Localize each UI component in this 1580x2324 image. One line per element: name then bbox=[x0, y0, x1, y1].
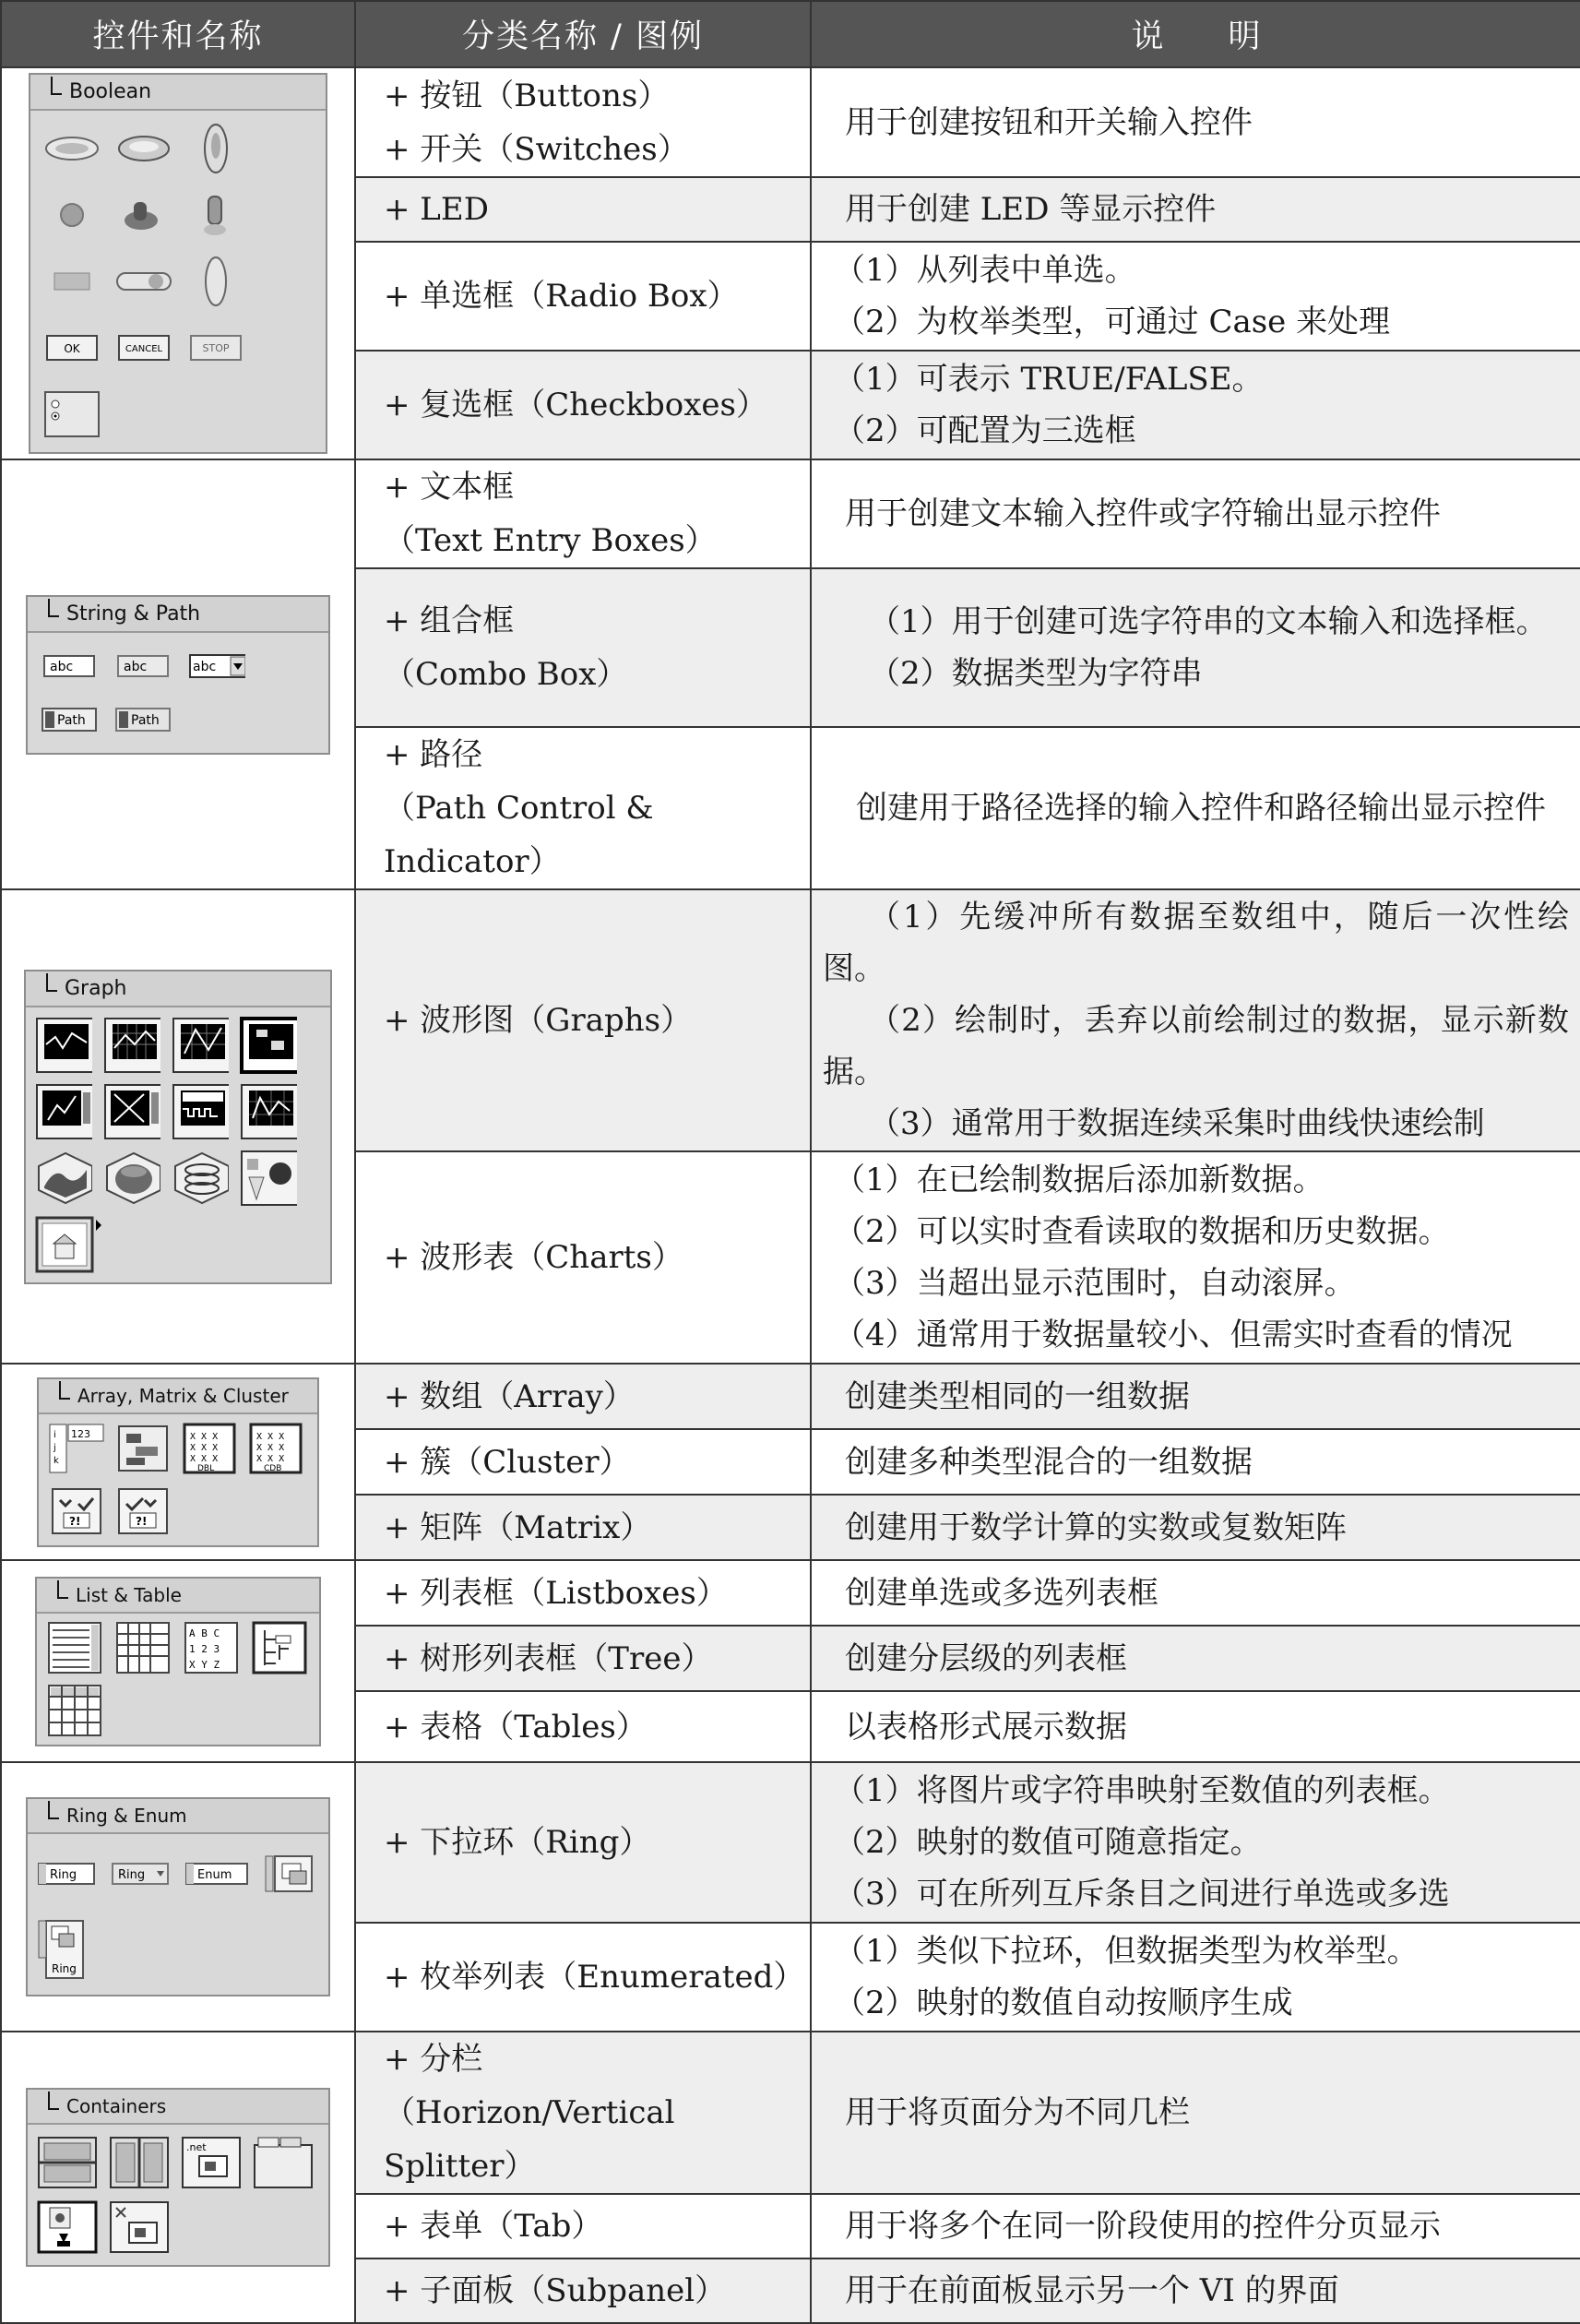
listbox-icon bbox=[46, 1621, 103, 1674]
svg-text:Ring: Ring bbox=[50, 1868, 77, 1882]
category-cell: + 组合框 （Combo Box） bbox=[355, 568, 811, 727]
oval-led-icon bbox=[115, 122, 172, 175]
category-cell: + 簇（Cluster） bbox=[355, 1429, 811, 1495]
palette-cell-ring-enum bbox=[1, 1762, 355, 2032]
category-cell: + 子面板（Subpanel） bbox=[355, 2258, 811, 2323]
vertical-toggle-icon bbox=[187, 122, 244, 175]
digital-graph-icon bbox=[103, 1085, 160, 1138]
description-cell: 创建用于路径选择的输入控件和路径输出显示控件 bbox=[811, 727, 1580, 889]
category-cell: + 文本框 （Text Entry Boxes） bbox=[355, 459, 811, 568]
palette-title: List & Table bbox=[37, 1579, 319, 1614]
description-cell: （1）可表示 TRUE/FALSE。 （2）可配置为三选框 bbox=[811, 351, 1580, 459]
category-cell: + LED bbox=[355, 177, 811, 242]
svg-text:CANCEL: CANCEL bbox=[125, 344, 163, 354]
category-cell: + 按钮（Buttons） + 开关（Switches） bbox=[355, 67, 811, 177]
dotnet-container-icon bbox=[181, 2136, 242, 2189]
table-row bbox=[1, 2032, 1580, 2194]
slide-switch-icon bbox=[115, 255, 172, 308]
description-cell: （1）类似下拉环，但数据类型为枚举型。 （2）映射的数值自动按顺序生成 bbox=[811, 1923, 1580, 2032]
svg-text:k: k bbox=[53, 1455, 59, 1466]
path-indicator-icon bbox=[114, 703, 172, 736]
toggle-switch-icon bbox=[187, 188, 244, 242]
menu-ring-icon bbox=[111, 1847, 170, 1901]
palette-cell-graph bbox=[1, 889, 355, 1364]
string-control-icon bbox=[41, 650, 98, 683]
category-cell: + 列表框（Listboxes） bbox=[355, 1560, 811, 1626]
path-control-icon bbox=[41, 703, 98, 736]
svg-text:Path: Path bbox=[57, 712, 86, 728]
table-row bbox=[1, 67, 1580, 177]
palette-list-table bbox=[35, 1577, 321, 1746]
category-cell: + 树形列表框（Tree） bbox=[355, 1626, 811, 1691]
svg-text:STOP: STOP bbox=[202, 342, 230, 354]
svg-text:?!: ?! bbox=[136, 1514, 148, 1528]
text-picture-ring-icon bbox=[37, 1917, 89, 1982]
description-cell: 创建多种类型混合的一组数据 bbox=[811, 1429, 1580, 1495]
cluster-icon bbox=[114, 1422, 172, 1475]
error-in-icon bbox=[48, 1484, 105, 1538]
compass-plot-icon bbox=[240, 1085, 297, 1138]
description-cell: （1）在已绘制数据后添加新数据。 （2）可以实时查看读取的数据和历史数据。 （3）当超出显示范围时，自动滚屏。 （4）通常用于数据量较小、但需实时查看的情况 bbox=[811, 1151, 1580, 1364]
table-row bbox=[1, 459, 1580, 568]
category-cell: + 分栏 （Horizon/Vertical Splitter） bbox=[355, 2032, 811, 2194]
svg-text:CDB: CDB bbox=[264, 1463, 282, 1473]
svg-text:A B C: A B C bbox=[189, 1627, 220, 1639]
category-cell: + 枚举列表（Enumerated） bbox=[355, 1923, 811, 2032]
table-row bbox=[1, 1762, 1580, 1923]
description-cell: （1）用于创建可选字符串的文本输入和选择框。 （2）数据类型为字符串 bbox=[811, 568, 1580, 727]
description-cell: 以表格形式展示数据 bbox=[811, 1691, 1580, 1762]
header-row bbox=[1, 1, 1580, 67]
table-row bbox=[1, 889, 1580, 1151]
palette-title: Graph bbox=[26, 971, 330, 1007]
table-row bbox=[1, 1364, 1580, 1429]
svg-text:.net: .net bbox=[186, 2141, 207, 2153]
category-cell: + 路径 （Path Control & Indicator） bbox=[355, 727, 811, 889]
express-table-icon bbox=[46, 1684, 103, 1737]
svg-text:X X X: X X X bbox=[256, 1442, 285, 1453]
palette-title: Containers bbox=[28, 2090, 328, 2125]
round-led-icon bbox=[43, 188, 101, 242]
waveform-chart-icon bbox=[35, 1019, 92, 1072]
header-description: 说 明 bbox=[811, 1, 1580, 67]
vertical-splitter-icon bbox=[109, 2136, 170, 2189]
palette-cell-string-path bbox=[1, 459, 355, 889]
svg-text:Path: Path bbox=[131, 712, 160, 728]
enum-icon bbox=[184, 1847, 249, 1901]
description-cell: 用于将多个在同一阶段使用的控件分页显示 bbox=[811, 2194, 1580, 2258]
mixed-signal-graph-icon bbox=[172, 1085, 229, 1138]
tab-control-icon bbox=[253, 2136, 314, 2189]
svg-text:X X X: X X X bbox=[256, 1431, 285, 1442]
description-cell: 创建用于数学计算的实数或复数矩阵 bbox=[811, 1495, 1580, 1560]
tree-control-icon bbox=[251, 1621, 308, 1674]
description-cell: 创建分层级的列表框 bbox=[811, 1626, 1580, 1691]
lever-switch-icon bbox=[115, 188, 172, 242]
description-cell: 用于在前面板显示另一个 VI 的界面 bbox=[811, 2258, 1580, 2323]
category-cell: + 波形图（Graphs） bbox=[355, 889, 811, 1151]
svg-text:1 2 3: 1 2 3 bbox=[189, 1642, 220, 1655]
rocker-switch-icon bbox=[187, 255, 244, 308]
palette-string-path bbox=[26, 595, 330, 755]
table-row bbox=[1, 1560, 1580, 1626]
real-matrix-icon bbox=[181, 1422, 238, 1475]
palette-array-matrix-cluster bbox=[37, 1377, 319, 1547]
mesh-3d-icon bbox=[103, 1151, 160, 1205]
palette-cell-array bbox=[1, 1364, 355, 1560]
palette-title: Array, Matrix & Cluster bbox=[39, 1379, 317, 1414]
ok-button-icon bbox=[43, 321, 101, 375]
svg-text:Enum: Enum bbox=[197, 1868, 232, 1882]
multicolumn-listbox-icon bbox=[114, 1621, 172, 1674]
svg-text:DBL: DBL bbox=[197, 1463, 215, 1473]
palette-title: String & Path bbox=[28, 597, 328, 633]
horizontal-splitter-icon bbox=[37, 2136, 98, 2189]
category-cell: + 表格（Tables） bbox=[355, 1691, 811, 1762]
palette-boolean bbox=[29, 73, 327, 454]
category-cell: + 波形表（Charts） bbox=[355, 1151, 811, 1364]
svg-text:X X X: X X X bbox=[190, 1453, 219, 1464]
palette-cell-boolean bbox=[1, 67, 355, 459]
svg-text:abc: abc bbox=[193, 659, 217, 674]
svg-text:i: i bbox=[53, 1429, 56, 1440]
square-led-icon bbox=[43, 255, 101, 308]
palette-title: Ring & Enum bbox=[28, 1799, 328, 1834]
svg-text:X X X: X X X bbox=[190, 1442, 219, 1453]
svg-text:Ring: Ring bbox=[118, 1868, 146, 1882]
controls-subpalette-icon bbox=[35, 1218, 103, 1271]
svg-text:123: 123 bbox=[71, 1427, 90, 1440]
svg-text:X X X: X X X bbox=[256, 1453, 285, 1464]
description-cell: 用于创建文本输入控件或字符输出显示控件 bbox=[811, 459, 1580, 568]
surface-3d-icon bbox=[35, 1151, 92, 1205]
description-cell: 创建类型相同的一组数据 bbox=[811, 1364, 1580, 1429]
activex-container-icon bbox=[109, 2200, 170, 2254]
combo-box-icon bbox=[188, 650, 245, 683]
description-cell: 用于将页面分为不同几栏 bbox=[811, 2032, 1580, 2194]
3d-picture-icon bbox=[240, 1151, 297, 1205]
header-controls: 控件和名称 bbox=[1, 1, 355, 67]
svg-text:j: j bbox=[53, 1442, 56, 1453]
category-cell: + 矩阵（Matrix） bbox=[355, 1495, 811, 1560]
category-cell: + 单选框（Radio Box） bbox=[355, 242, 811, 351]
category-cell: + 数组（Array） bbox=[355, 1364, 811, 1429]
palette-title: Boolean bbox=[30, 75, 326, 111]
radio-buttons-icon bbox=[43, 387, 101, 441]
text-ring-icon bbox=[37, 1847, 96, 1901]
palette-cell-containers bbox=[1, 2032, 355, 2323]
svg-text:X X X: X X X bbox=[190, 1431, 219, 1442]
header-category: 分类名称 / 图例 bbox=[355, 1, 811, 67]
description-cell: （1）将图片或字符串映射至数值的列表框。 （2）映射的数值可随意指定。 （3）可在所列互斥条目之间进行单选或多选 bbox=[811, 1762, 1580, 1923]
category-cell: + 表单（Tab） bbox=[355, 2194, 811, 2258]
svg-text:Ring: Ring bbox=[52, 1962, 77, 1975]
category-cell: + 复选框（Checkboxes） bbox=[355, 351, 811, 459]
round-button-icon bbox=[43, 122, 101, 175]
string-indicator-icon bbox=[114, 650, 172, 683]
intensity-chart-icon bbox=[35, 1085, 92, 1138]
palette-containers bbox=[26, 2088, 330, 2267]
palette-ring-enum bbox=[26, 1797, 330, 1996]
error-out-icon bbox=[114, 1484, 172, 1538]
svg-text:?!: ?! bbox=[69, 1514, 81, 1528]
complex-matrix-icon bbox=[247, 1422, 304, 1475]
parametric-3d-icon bbox=[172, 1151, 229, 1205]
svg-text:X Y Z: X Y Z bbox=[189, 1658, 220, 1671]
intensity-graph-icon bbox=[240, 1019, 297, 1072]
palette-cell-list-table bbox=[1, 1560, 355, 1762]
waveform-graph-icon bbox=[103, 1019, 160, 1072]
subpanel-icon bbox=[37, 2200, 98, 2254]
description-cell: （1）从列表中单选。 （2）为枚举类型，可通过 Case 来处理 bbox=[811, 242, 1580, 351]
xy-graph-icon bbox=[172, 1019, 229, 1072]
svg-text:abc: abc bbox=[50, 659, 74, 674]
table-control-icon bbox=[183, 1621, 240, 1674]
palette-graph bbox=[24, 970, 332, 1284]
svg-text:abc: abc bbox=[124, 659, 148, 674]
category-cell: + 下拉环（Ring） bbox=[355, 1762, 811, 1923]
picture-ring-icon bbox=[264, 1847, 315, 1901]
description-cell: （1）先缓冲所有数据至数组中，随后一次性绘图。 （2）绘制时，丢弃以前绘制过的数据，显示新数据。 （3）通常用于数据连续采集时曲线快速绘制 bbox=[811, 889, 1580, 1151]
description-cell: 用于创建按钮和开关输入控件 bbox=[811, 67, 1580, 177]
svg-text:OK: OK bbox=[64, 342, 80, 355]
description-cell: 创建单选或多选列表框 bbox=[811, 1560, 1580, 1626]
array-icon bbox=[48, 1422, 105, 1475]
cancel-button-icon bbox=[115, 321, 172, 375]
description-cell: 用于创建 LED 等显示控件 bbox=[811, 177, 1580, 242]
stop-button-icon bbox=[187, 321, 244, 375]
